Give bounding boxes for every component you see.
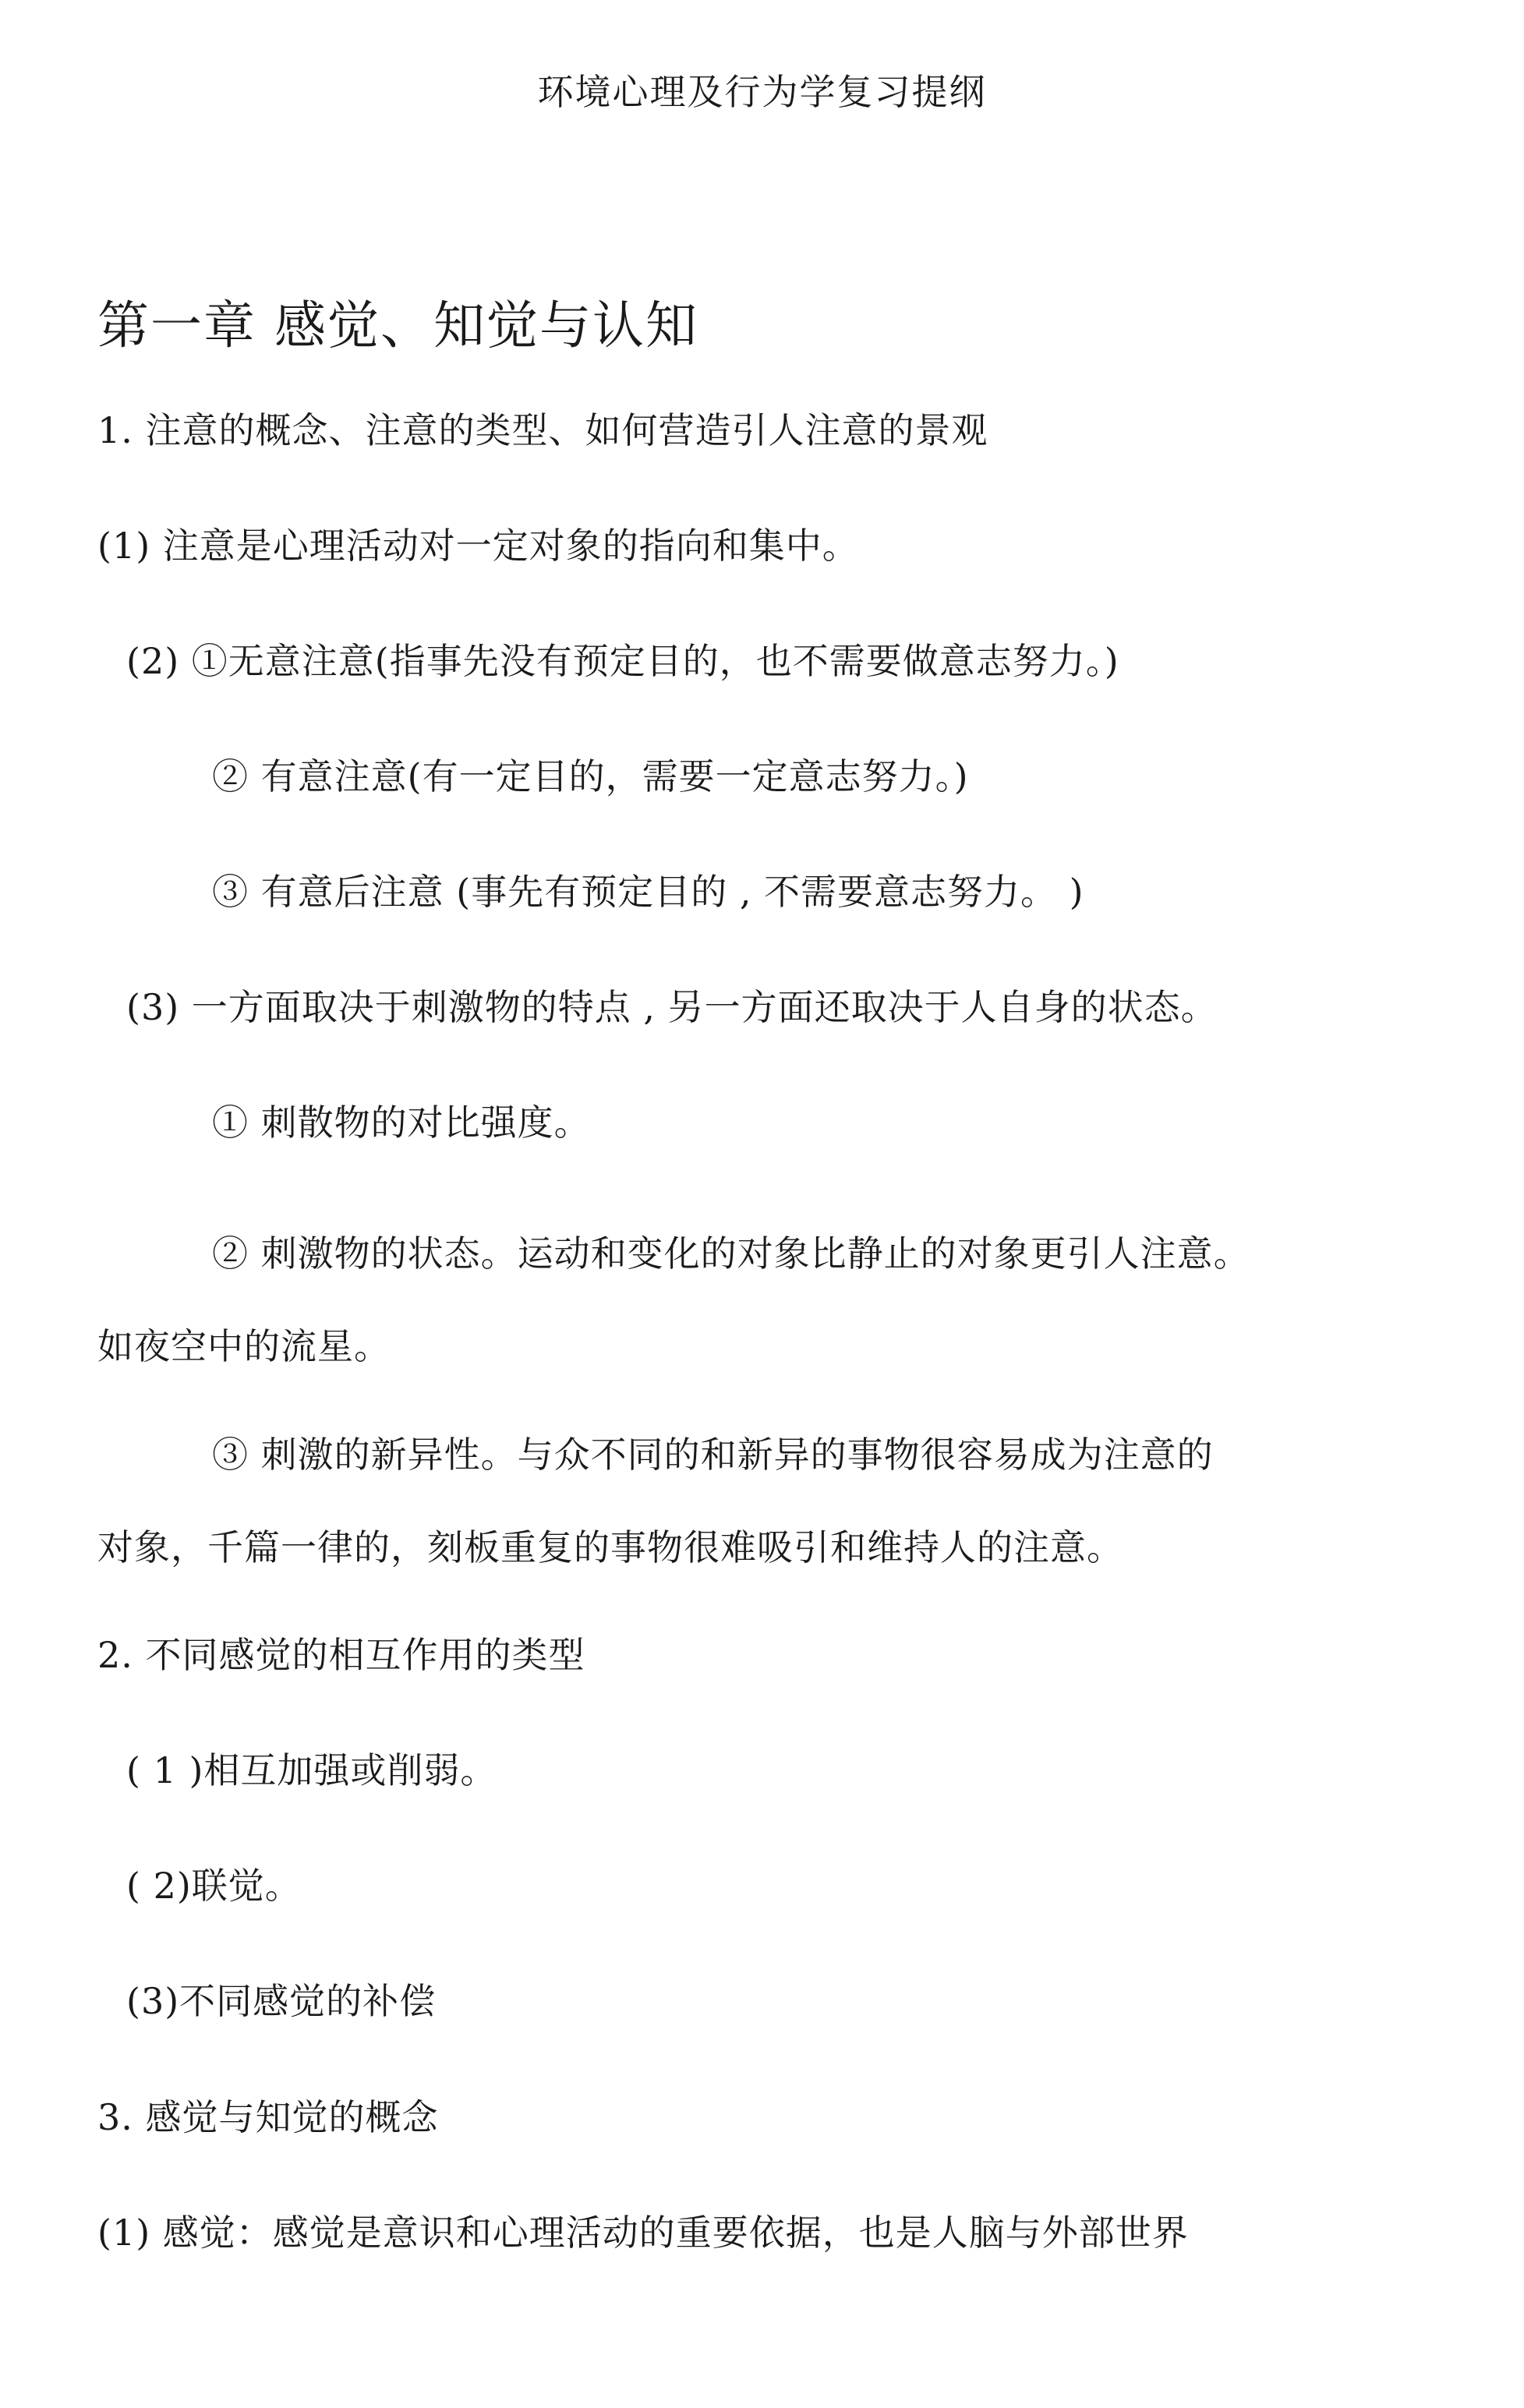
paragraph-line: ③ 有意后注意 (事先有预定目的 , 不需要意志努力。 )	[212, 871, 1084, 913]
paragraph-line: ( 1 )相互加强或削弱。	[126, 1749, 497, 1791]
paragraph-line: 对象，千篇一律的，刻板重复的事物很难吸引和维持人的注意。	[97, 1526, 1123, 1568]
paragraph-line: ① 刺散物的对比强度。	[212, 1101, 591, 1144]
paragraph-line: (2) ①无意注意(指事先没有预定目的，也不需要做意志努力。)	[126, 640, 1119, 682]
section-2-heading: 2. 不同感觉的相互作用的类型	[97, 1634, 585, 1676]
paragraph-line: (1) 注意是心理活动对一定对象的指向和集中。	[97, 525, 859, 567]
paragraph-line: ② 有意注意(有一定目的，需要一定意志努力。)	[212, 755, 969, 797]
paragraph-line: (1) 感觉：感觉是意识和心理活动的重要依据，也是人脑与外部世界	[97, 2212, 1189, 2254]
section-1-heading: 1. 注意的概念、注意的类型、如何营造引人注意的景观	[97, 409, 988, 451]
paragraph-line: (3) 一方面取决于刺激物的特点 , 另一方面还取决于人自身的状态。	[126, 986, 1218, 1028]
paragraph-line: ② 刺激物的状态。运动和变化的对象比静止的对象更引人注意。	[212, 1232, 1250, 1275]
paragraph-line: ③ 刺激的新异性。与众不同的和新异的事物很容易成为注意的	[212, 1434, 1214, 1476]
document-title: 环境心理及行为学复习提纲	[537, 71, 987, 113]
paragraph-line: 如夜空中的流星。	[97, 1325, 391, 1367]
paragraph-line: (3)不同感觉的补偿	[126, 1980, 437, 2022]
section-3-heading: 3. 感觉与知觉的概念	[97, 2096, 439, 2138]
chapter-heading: 第一章 感觉、知觉与认知	[97, 295, 698, 355]
paragraph-line: ( 2)联觉。	[126, 1865, 302, 1907]
